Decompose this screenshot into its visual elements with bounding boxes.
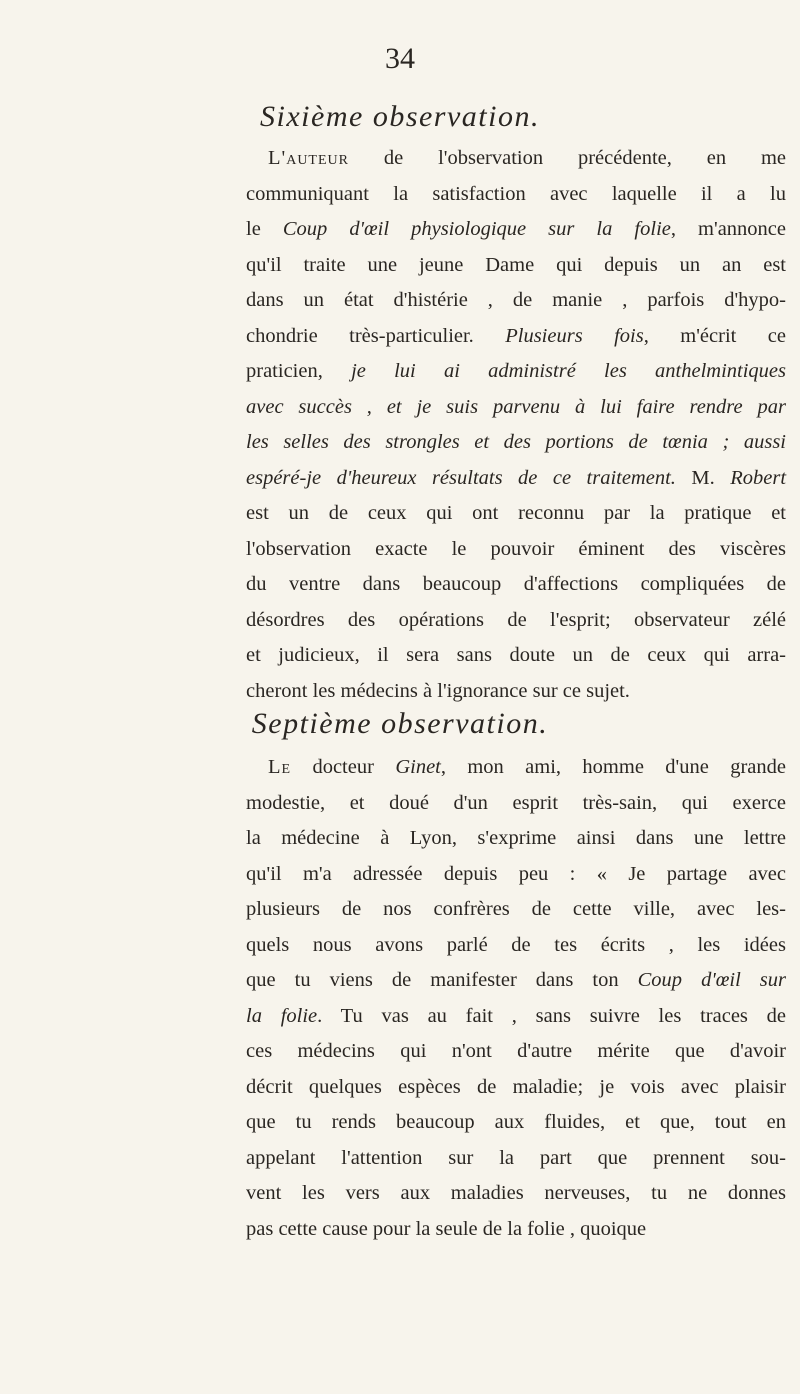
text-line xyxy=(246,1212,786,1248)
text-run: docteur xyxy=(291,756,396,778)
text-run: de l'observation précédente, en me xyxy=(349,147,786,169)
text-run: . Tu vas au fait , sans suivre les traces de xyxy=(317,1004,787,1027)
text-line xyxy=(246,319,786,355)
text-run: le xyxy=(246,218,283,240)
text-line xyxy=(246,821,786,857)
text-run: vent les vers aux maladies nerveuses, tu ne donnes xyxy=(246,1182,786,1204)
text-line xyxy=(246,1070,786,1106)
text-run: la médecine à Lyon, s'exprime ainsi dans une lettre xyxy=(246,827,786,849)
italic-text-run: Ginet xyxy=(395,756,441,778)
italic-text-run: Coup d'œil sur xyxy=(637,969,787,991)
text-run: L'auteur xyxy=(268,147,349,169)
text-run: que tu rends beaucoup aux fluides, et que, tout en xyxy=(246,1111,786,1133)
italic-text-run: espéré-je d'heureux résultats de ce traitement. xyxy=(246,466,676,489)
italic-text-run: Coup d'œil physiologique sur la folie xyxy=(282,218,671,240)
section-heading-sixth: Sixième observation. xyxy=(260,100,540,133)
italic-text-run: avec succès , et je suis parvenu à lui faire rendre par xyxy=(246,395,786,418)
text-run: , m'écrit ce xyxy=(643,324,786,347)
text-line xyxy=(246,1176,786,1212)
text-line xyxy=(246,567,786,603)
text-run: quels nous avons parlé de tes écrits , les idées xyxy=(246,933,786,956)
text-run: praticien, xyxy=(246,360,352,382)
paragraph-sixth-observation xyxy=(246,141,786,709)
text-line xyxy=(246,603,786,639)
italic-text-run: je lui ai administré les anthelmintiques xyxy=(351,360,786,382)
text-run: appelant l'attention sur la part que prennent sou- xyxy=(246,1146,786,1169)
text-run: décrit quelques espèces de maladie; je vois avec plaisir xyxy=(246,1075,786,1098)
text-line xyxy=(246,1141,786,1177)
text-run: ces médecins qui n'ont d'autre mérite que d'avoir xyxy=(246,1040,786,1062)
text-line xyxy=(246,390,786,426)
text-line xyxy=(246,638,786,674)
text-line xyxy=(246,496,786,532)
text-run: est un de ceux qui ont reconnu par la pratique et xyxy=(246,502,786,524)
text-run: communiquant la satisfaction avec laquelle il a lu xyxy=(246,182,786,205)
text-line xyxy=(246,963,786,999)
italic-text-run: la folie xyxy=(246,1004,318,1027)
text-line xyxy=(246,425,786,461)
text-run: Le xyxy=(268,756,292,778)
text-line xyxy=(246,177,786,213)
text-run: , mon ami, homme d'une grande xyxy=(440,756,786,778)
text-line xyxy=(246,354,786,390)
text-run: plusieurs de nos confrères de cette ville, avec les- xyxy=(246,898,786,920)
text-line xyxy=(246,786,786,822)
text-run: , m'annonce xyxy=(670,218,786,240)
text-line xyxy=(246,857,786,893)
text-line xyxy=(246,892,786,928)
text-line xyxy=(246,750,786,786)
section-heading-seventh: Septième observation. xyxy=(251,707,549,740)
text-run: qu'il m'a adressée depuis peu : « Je partage avec xyxy=(246,862,786,885)
text-run: modestie, et doué d'un esprit très-sain, qui exerce xyxy=(246,791,786,814)
text-line xyxy=(246,283,786,319)
text-line xyxy=(246,532,786,568)
text-run: pas cette cause pour la seule de la folie , quoique xyxy=(246,1217,647,1240)
paragraph-seventh-observation xyxy=(246,750,786,1247)
text-line xyxy=(246,461,786,497)
italic-text-run: Plusieurs fois xyxy=(505,324,644,347)
text-run: chondrie très-particulier. xyxy=(246,324,506,347)
italic-text-run: les selles des strongles et des portions de tœnia ; aussi xyxy=(246,431,786,453)
page-number: 34 xyxy=(385,42,415,75)
text-line xyxy=(246,1105,786,1141)
text-line xyxy=(246,248,786,284)
italic-text-run: Robert xyxy=(730,466,787,489)
text-run: dans un état d'histérie , de manie , parfois d'hypo- xyxy=(246,289,786,311)
text-line xyxy=(246,928,786,964)
text-run: cheront les médecins à l'ignorance sur ce sujet. xyxy=(246,679,630,702)
text-line xyxy=(246,212,786,248)
text-run: que tu viens de manifester dans ton xyxy=(246,969,638,991)
text-run: désordres des opérations de l'esprit; observateur zélé xyxy=(246,608,786,631)
text-line xyxy=(246,1034,786,1070)
text-run: l'observation exacte le pouvoir éminent des viscères xyxy=(246,537,786,560)
text-line xyxy=(246,674,786,710)
text-line xyxy=(246,141,786,177)
text-run: qu'il traite une jeune Dame qui depuis un an est xyxy=(246,253,786,276)
text-run: et judicieux, il sera sans doute un de ceux qui arra- xyxy=(246,644,786,666)
text-run: du ventre dans beaucoup d'affections compliquées de xyxy=(246,573,786,595)
text-run: M. xyxy=(675,466,731,489)
text-line xyxy=(246,999,786,1035)
